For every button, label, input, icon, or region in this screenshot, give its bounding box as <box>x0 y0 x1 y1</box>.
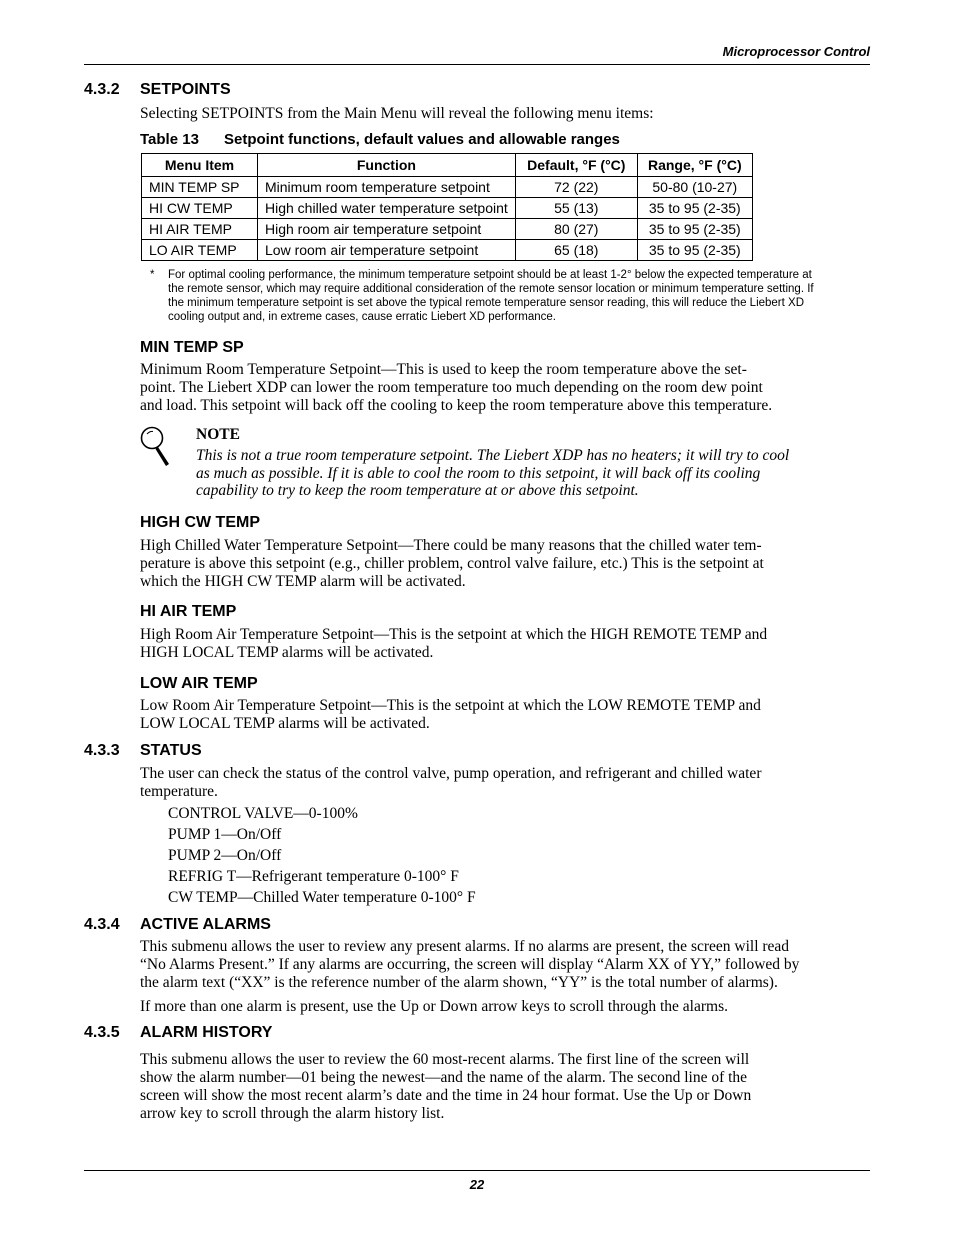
status-paragraph: The user can check the status of the control valve, pump operation, and refrigerant and chilled water temperature. <box>140 765 762 800</box>
column-header: Default, °F (°C) <box>515 154 637 177</box>
section-title: STATUS <box>140 742 202 759</box>
footnote-mark: * <box>150 269 155 281</box>
list-item: PUMP 1—On/Off <box>168 826 282 843</box>
section-title: ALARM HISTORY <box>140 1024 273 1041</box>
column-header: Range, °F (°C) <box>637 154 752 177</box>
section-number: 4.3.5 <box>84 1024 120 1041</box>
alarm-history-paragraph: This submenu allows the user to review the 60 most-recent alarms. The first line of the screen will show the alarm number—01 being the newest—and the name of the alarm. The second line of the screen will show the most recent alarm’s date and the time in 24 hour format. Use the Up or Down arrow key to scroll through the alarm history list. <box>140 1051 752 1122</box>
active-alarms-paragraph: This submenu allows the user to review any present alarms. If no alarms are present, the screen will read “No Alarms Present.” If any alarms are occurring, the screen will display “Alarm XX of YY,” followed by the alarm text (“XX” is the reference number of the alarm shown, “YY” is the total number of alarms). <box>140 938 800 991</box>
section-number: 4.3.3 <box>84 742 120 759</box>
table-cell: 35 to 95 (2-35) <box>637 240 752 261</box>
table-cell: HI AIR TEMP <box>142 219 258 240</box>
table-cell: 35 to 95 (2-35) <box>637 198 752 219</box>
table-cell: High room air temperature setpoint <box>258 219 516 240</box>
table-footnote: * For optimal cooling performance, the minimum temperature setpoint should be at least 1-2° below the expected temperature at the remote sensor, which may require additional consideration of the remote sensor location or minimum temperature setting. If the minimum temperature setpoint is set above the typical remote temperature sensor reading, this will reduce the Liebert XD cooling output and, in extreme cases, cause erratic Liebert XD performance. <box>150 269 814 323</box>
table-title: Setpoint functions, default values and allowable ranges <box>224 131 620 148</box>
footer-rule <box>84 1170 870 1171</box>
table-cell: 65 (18) <box>515 240 637 261</box>
subsection-heading: HI AIR TEMP <box>140 603 237 620</box>
table-cell: MIN TEMP SP <box>142 177 258 198</box>
header-rule <box>84 64 870 65</box>
table-header-row <box>142 154 753 177</box>
status-list <box>168 805 668 910</box>
subsection-heading: LOW AIR TEMP <box>140 675 258 692</box>
column-header: Menu Item <box>142 154 258 177</box>
table-cell: 50-80 (10-27) <box>637 177 752 198</box>
table-cell: 80 (27) <box>515 219 637 240</box>
section-number: 4.3.2 <box>84 81 120 98</box>
page-number: 22 <box>469 1177 485 1192</box>
table-cell: LO AIR TEMP <box>142 240 258 261</box>
table-cell: 72 (22) <box>515 177 637 198</box>
section-number: 4.3.4 <box>84 916 120 933</box>
active-alarms-paragraph-2: If more than one alarm is present, use the Up or Down arrow keys to scroll through the alarms. <box>140 998 728 1015</box>
section-heading-4-3-4 <box>84 916 484 936</box>
table-row <box>142 240 753 261</box>
section-heading-4-3-5 <box>84 1024 484 1044</box>
table-row <box>142 198 753 219</box>
table-cell: 55 (13) <box>515 198 637 219</box>
section-title: SETPOINTS <box>140 81 231 98</box>
table-cell: Low room air temperature setpoint <box>258 240 516 261</box>
table-cell: 35 to 95 (2-35) <box>637 219 752 240</box>
table-row <box>142 177 753 198</box>
note-body: This is not a true room temperature setpoint. The Liebert XDP has no heaters; it will try to cool as much as possible. If it is able to cool the room to this setpoint, it will back off its cooling capability to try to keep the room temperature at or above this setpoint. <box>196 447 790 500</box>
table-caption <box>140 131 840 151</box>
high-cw-paragraph: High Chilled Water Temperature Setpoint—There could be many reasons that the chilled water tem- perature is above this setpoint (e.g., chiller problem, control valve failure, etc.) This is the setpoint at which the HIGH CW TEMP alarm will be activated. <box>140 537 764 590</box>
section-heading-4-3-3 <box>84 742 484 762</box>
list-item: PUMP 2—On/Off <box>168 847 282 864</box>
running-header: Microprocessor Control <box>722 44 870 59</box>
hi-air-paragraph: High Room Air Temperature Setpoint—This is the setpoint at which the HIGH REMOTE TEMP and HIGH LOCAL TEMP alarms will be activated. <box>140 626 768 661</box>
table-row <box>142 219 753 240</box>
subsection-heading: MIN TEMP SP <box>140 339 244 356</box>
list-item: CW TEMP—Chilled Water temperature 0-100° F <box>168 889 476 906</box>
low-air-paragraph: Low Room Air Temperature Setpoint—This is the setpoint at which the LOW REMOTE TEMP and LOW LOCAL TEMP alarms will be activated. <box>140 697 761 732</box>
table-cell: High chilled water temperature setpoint <box>258 198 516 219</box>
min-temp-paragraph: Minimum Room Temperature Setpoint—This is used to keep the room temperature above the set- point. The Liebert XDP can lower the room temperature too much depending on the room dew point and load. This setpoint will back off the cooling to keep the room temperature above this temperature. <box>140 361 773 414</box>
table-label: Table 13 <box>140 131 199 148</box>
table-cell: Minimum room temperature setpoint <box>258 177 516 198</box>
setpoints-table <box>141 153 753 261</box>
setpoints-intro: Selecting SETPOINTS from the Main Menu will reveal the following menu items: <box>140 105 654 122</box>
section-title: ACTIVE ALARMS <box>140 916 271 933</box>
magnifier-icon <box>138 424 174 470</box>
table-cell: HI CW TEMP <box>142 198 258 219</box>
subsection-heading: HIGH CW TEMP <box>140 514 260 531</box>
note-title: NOTE <box>196 426 240 443</box>
list-item: CONTROL VALVE—0-100% <box>168 805 358 822</box>
list-item: REFRIG T—Refrigerant temperature 0-100° F <box>168 868 459 885</box>
section-heading-4-3-2 <box>84 81 484 101</box>
column-header: Function <box>258 154 516 177</box>
